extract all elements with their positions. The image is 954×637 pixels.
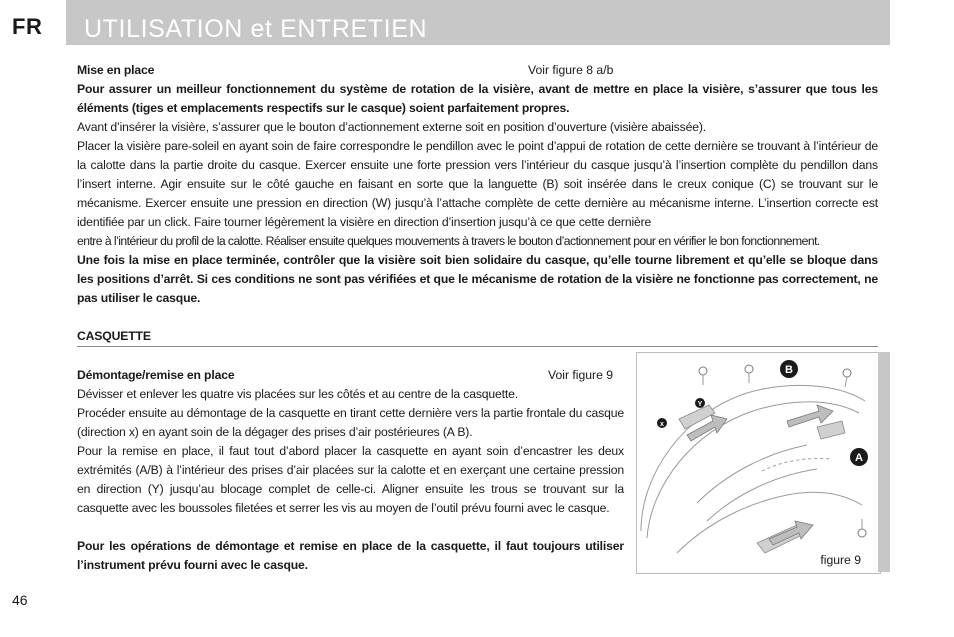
mise-en-place-bold-intro: Pour assurer un meilleur fonctionnement du système de rotation de la visière, avant de mettre en place la visière, s’assurer que tous les éléments (tiges et emplacements respectifs sur le casque) soient parfaitement propres. [77,82,878,115]
figure-side-bar [878,352,890,572]
page-title: UTILISATION et ENTRETIEN [84,15,428,43]
casquette-paragraph-3: Pour la remise en place, il faut tout d’abord placer la casquette en ayant soin d’encastrer les deux extrémités (A/B) à l’intérieur des prises d’air placées sur la calotte et en exerçant une certaine pression en direction (Y) jusqu’au blocage complet de celle-ci. Aligner ensuite les trous se trouvant sur la casquette avec les boussoles filetées et serrer les vis au moyen de l’outil prévu fourni avec le casque. [77,444,624,515]
figure-caption: figure 9 [820,553,861,567]
label-x-badge [657,418,667,428]
mise-en-place-paragraph-2-last-line: entre à l’intérieur du profil de la calotte. Réaliser ensuite quelques mouvements à travers le bouton d’actionnement pour en vérifier le bon fonctionnement. [77,234,820,248]
section-header-bar [66,0,890,45]
svg-text:Y: Y [697,401,703,408]
section-divider [77,346,878,347]
language-code: FR [12,14,43,39]
label-b-badge [780,360,798,378]
casquette-paragraph-1: Dévisser et enlever les quatre vis placées sur les côtés et au centre de la casquette. [77,387,518,401]
helmet-peak-illustration [637,353,880,573]
casquette-warning: Pour les opérations de démontage et remise en place de la casquette, il faut toujours utiliser l’instrument prévu fourni avec le casque. [77,539,624,572]
mise-en-place-paragraph-2: Placer la visière pare-soleil en ayant soin de faire correspondre le pendillon avec le point d’appui de rotation de cette dernière se trouvant à l’intérieur de la calotte dans la partie droite du casque. Exercer ensuite une forte pression vers l’intérieur du casque jusqu’à l’insertion complète du pendillon dans l’insert interne. Agir ensuite sur le côté gauche en faisant en sorte que la languette (B) soit insérée dans le creux conique (C) se trouvant sur le mécanisme. Exercer ensuite une pression en direction (W) jusqu’à l’attache complète de cette dernière au mécanisme interne. L’insertion correcte est identifiée par un click. Faire tourner légèrement la visière en direction d’insertion jusqu’à ce que cette dernière [77,139,878,229]
page-number: 46 [12,592,28,608]
mise-en-place-paragraph-1: Avant d’insérer la visière, s’assurer que le bouton d’actionnement externe soit en position d’ouverture (visière abaissée). [77,120,706,134]
label-a-badge [850,448,868,466]
figure-9-reference: Voir figure 9 [548,368,614,382]
casquette-paragraph-2: Procéder ensuite au démontage de la casquette en tirant cette dernière vers la partie frontale du casque (direction x) en ayant soin de la dégager des prises d’air postérieures (A B). [77,406,624,439]
label-y-badge [695,398,705,408]
casquette-heading: CASQUETTE [77,329,151,343]
svg-text:A: A [855,452,863,464]
casquette-subheading: Démontage/remise en place [77,368,235,382]
figure-9 [636,352,881,574]
mise-en-place-warning: Une fois la mise en place terminée, contrôler que la visière soit bien solidaire du casque, qu’elle tourne librement et qu’elle se bloque dans les positions d’arrêt. Si ces conditions ne sont pas vérifiées et que le mécanisme de rotation de la visière ne fonctionne pas correctement, ne pas utiliser le casque. [77,253,878,305]
svg-text:x: x [660,421,664,428]
mise-en-place-heading: Mise en place [77,63,155,77]
figure-8-reference: Voir figure 8 a/b [528,63,614,77]
svg-text:B: B [785,364,793,376]
